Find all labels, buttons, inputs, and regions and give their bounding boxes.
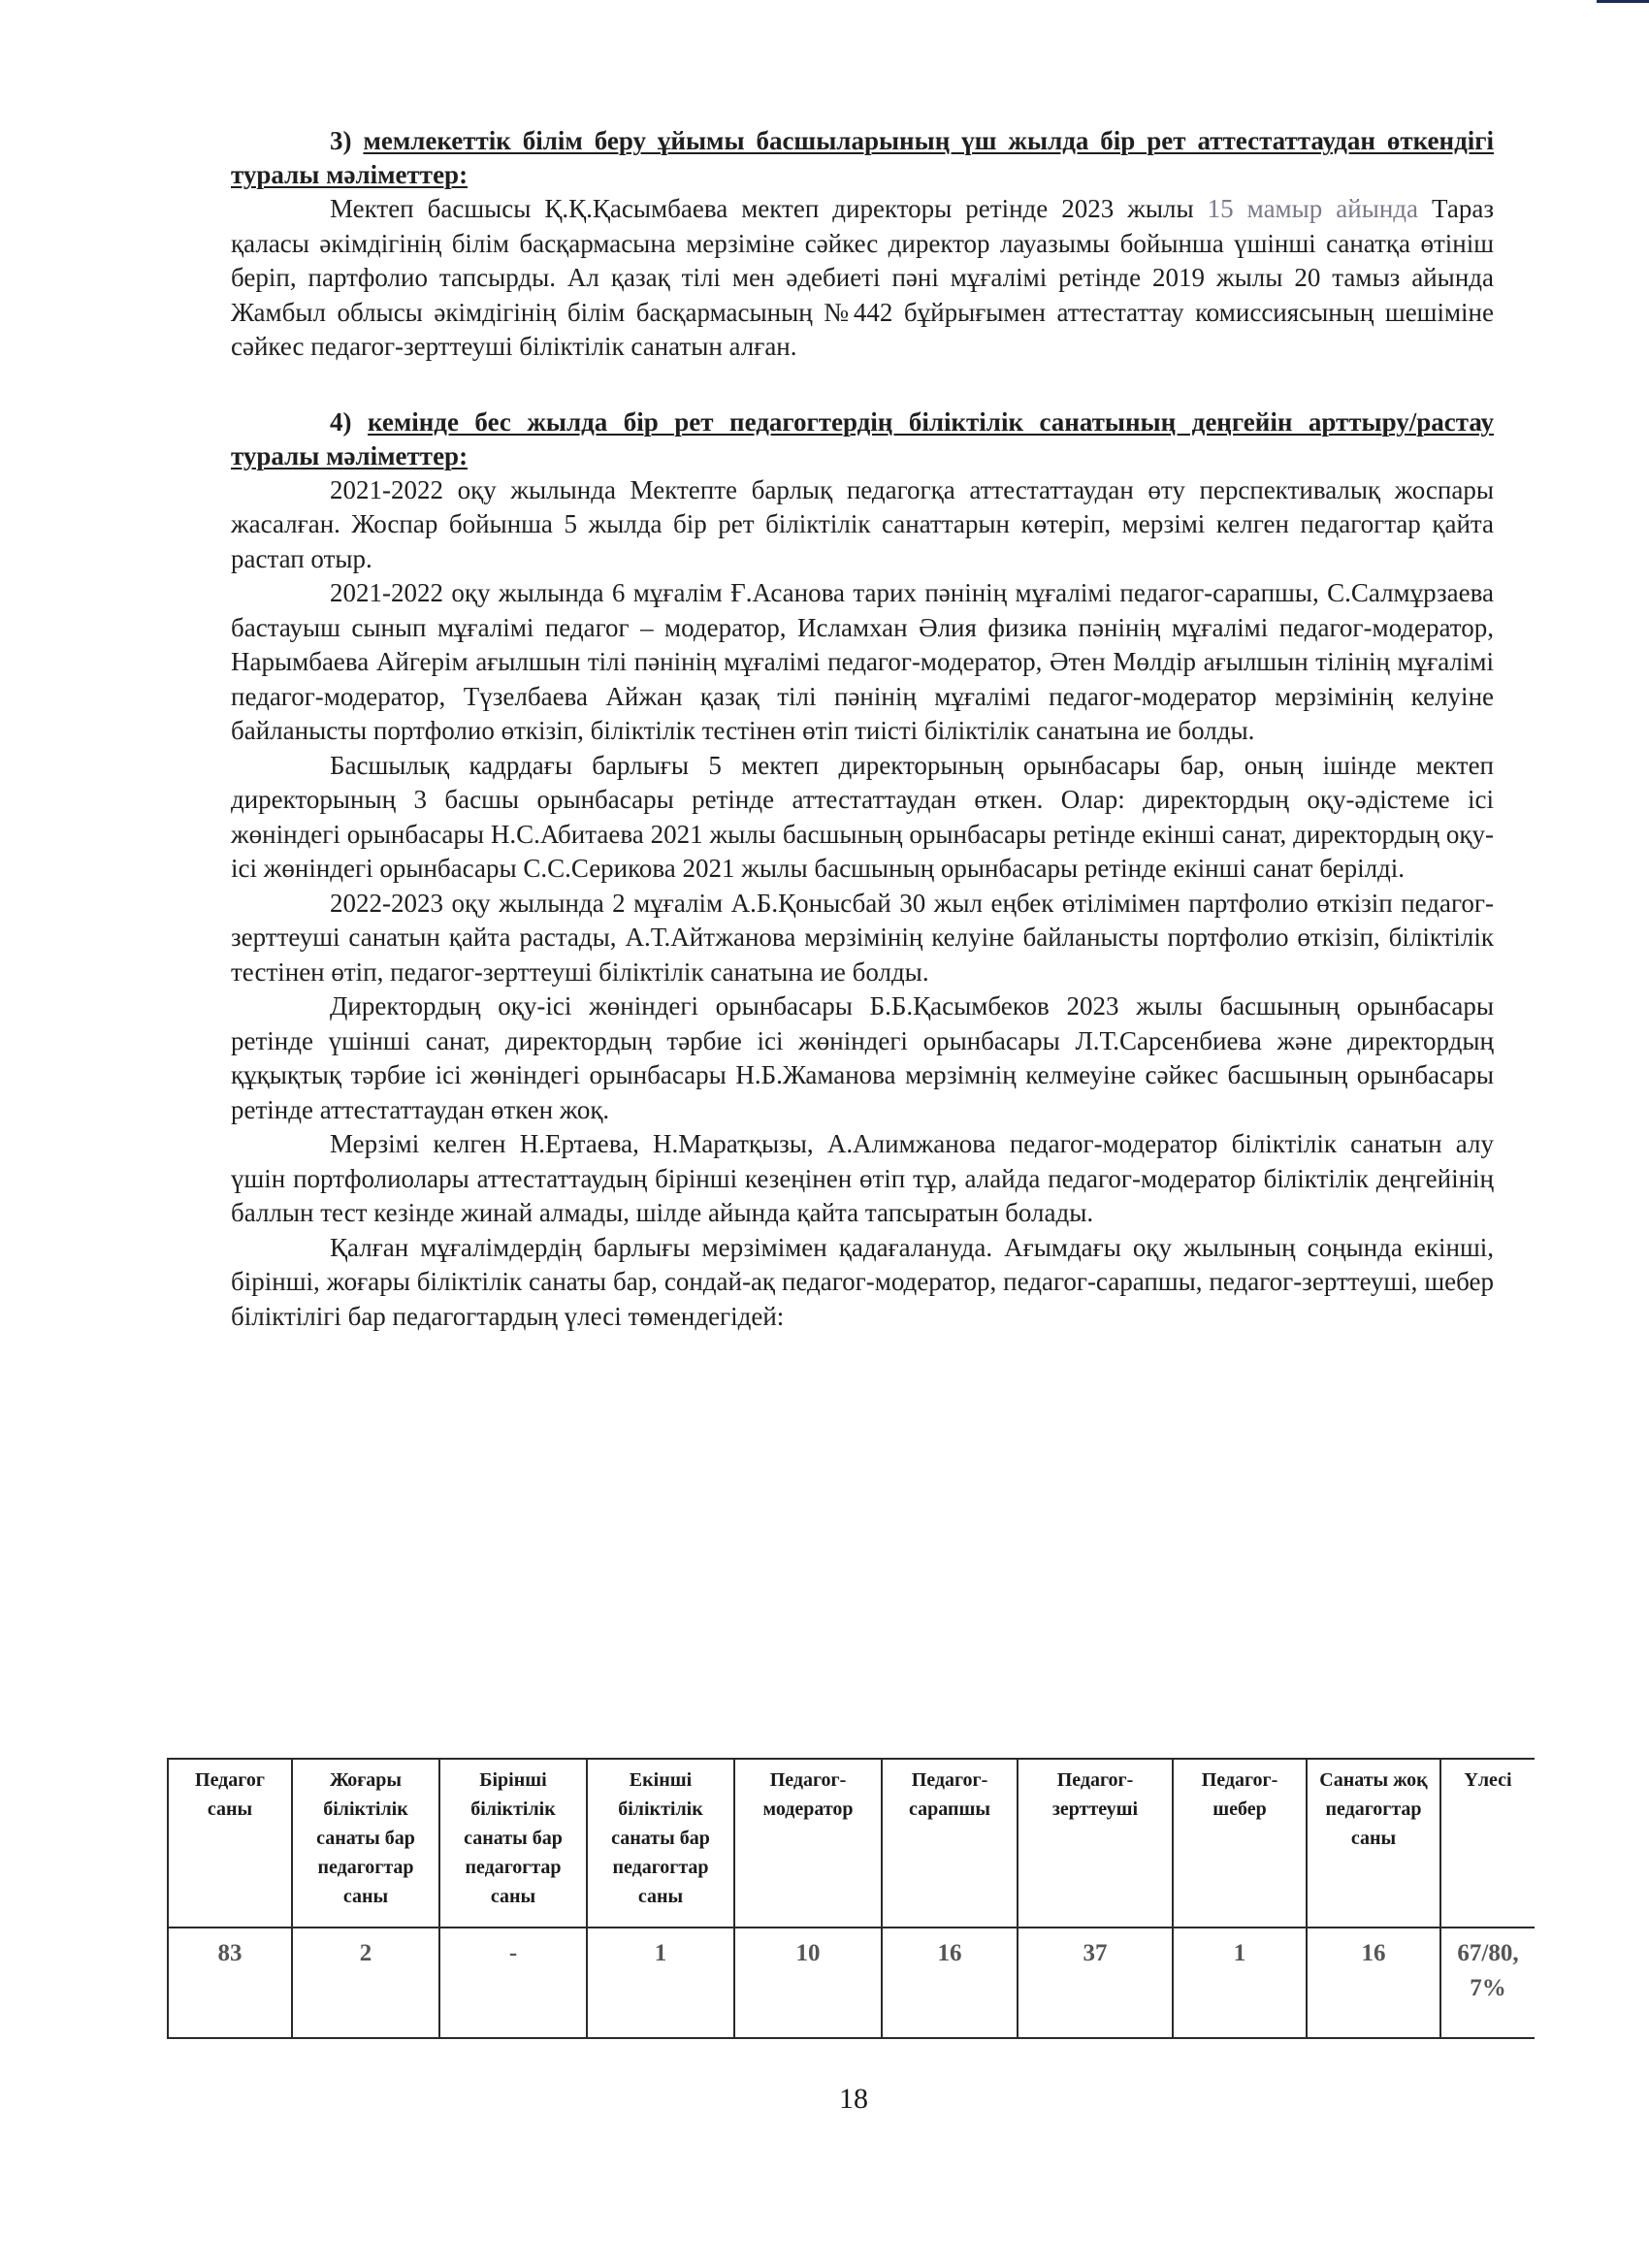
qualification-table bbox=[167, 1758, 1535, 2039]
paragraph-text: Мектеп басшысы Қ.Қ.Қасымбаева мектеп директоры ретінде 2023 жылы bbox=[330, 194, 1208, 223]
header-no-category: Санаты жоқ педагогтар саны bbox=[1307, 1759, 1440, 1928]
header-expert: Педагог-сарапшы bbox=[882, 1759, 1018, 1928]
cell-second-category: 1 bbox=[587, 1928, 734, 2038]
header-researcher: Педагог-зерттеуші bbox=[1018, 1759, 1173, 1928]
cell-master: 1 bbox=[1173, 1928, 1307, 2038]
section-3-heading bbox=[231, 124, 1494, 192]
cell-first-category: - bbox=[439, 1928, 587, 2038]
table-header-row bbox=[168, 1759, 1535, 1928]
header-highest-category: Жоғары біліктілік санаты бар педагогтар саны bbox=[292, 1759, 439, 1928]
scan-edge-artifact bbox=[1597, 0, 1649, 3]
cell-expert: 16 bbox=[882, 1928, 1018, 2038]
section-4-heading bbox=[231, 405, 1494, 473]
header-second-category: Екінші біліктілік санаты бар педагогтар саны bbox=[587, 1759, 734, 1928]
section-4-paragraph-3: Басшылық кадрдағы барлығы 5 мектеп директорының орынбасары бар, оның ішінде мектеп директорының 3 басшы орынбасары ретінде аттестаттаудан өткен. Олар: директордың оқу-әдістеме ісі жөніндегі орынбасары Н.С.Абитаева 2021 жылы басшының орынбасары ретінде екінші санат, директордың оқу-ісі жөніндегі орынбасары С.С.Серикова 2021 жылы басшының орынбасары ретінде екінші санат берілді. bbox=[231, 750, 1494, 883]
section-4-paragraph-1: 2021-2022 оқу жылында Мектепте барлық педагогқа аттестаттаудан өту перспективалық жоспары жасалған. Жоспар бойынша 5 жылда бір рет біліктілік санаттарын көтеріп, мерзімі келген педагогтар қайта растап отыр. bbox=[231, 474, 1494, 573]
page-number: 18 bbox=[839, 2083, 868, 2115]
section-3-paragraph bbox=[231, 192, 1494, 365]
cell-teacher-count: 83 bbox=[168, 1928, 292, 2038]
header-moderator: Педагог-модератор bbox=[734, 1759, 882, 1928]
document-page bbox=[231, 124, 1494, 1334]
section-3-number: 3) bbox=[330, 126, 352, 155]
section-4-paragraph-7: Қалған мұғалімдердің барлығы мерзімімен қадағалануда. Ағымдағы оқу жылының соңында екінші, бірінші, жоғары біліктілік санаты бар, сондай-ақ педагог-модератор, педагог-сарапшы, педагог-зерттеуші, шебер біліктілігі бар педагогтардың үлесі төмендегідей: bbox=[231, 1232, 1494, 1331]
cell-researcher: 37 bbox=[1018, 1928, 1173, 2038]
header-share: Үлесі bbox=[1440, 1759, 1535, 1928]
section-spacer bbox=[231, 365, 1494, 405]
header-first-category: Бірінші біліктілік санаты бар педагогтар саны bbox=[439, 1759, 587, 1928]
section-4-paragraph-5: Директордың оқу-ісі жөніндегі орынбасары Б.Б.Қасымбеков 2023 жылы басшының орынбасары ретінде үшінші санат, директордың тәрбие ісі жөніндегі орынбасары Л.Т.Сарсенбиева және директордың құқықтық тәрбие ісі жөніндегі орынбасары Н.Б.Жаманова мерзімнің келмеуіне сәйкес басшының орынбасары ретінде аттестаттаудан өткен жоқ. bbox=[231, 991, 1494, 1124]
section-4-title: кемінде бес жылда бір рет педагогтердің біліктілік санатының деңгейін арттыру/растау туралы мәліметтер: bbox=[231, 406, 1494, 470]
cell-share: 67/80, 7% bbox=[1440, 1928, 1535, 2038]
cell-moderator: 10 bbox=[734, 1928, 882, 2038]
header-teacher-count: Педагог саны bbox=[168, 1759, 292, 1928]
table-row bbox=[168, 1928, 1535, 2038]
header-master: Педагог-шебер bbox=[1173, 1759, 1307, 1928]
section-4-paragraph-6: Мерзімі келген Н.Ертаева, Н.Маратқызы, А.Алимжанова педагог-модератор біліктілік санатын алу үшін портфолиолары аттестаттаудың бірінші кезеңінен өтіп тұр, алайда педагог-модератор біліктілік деңгейінің баллын тест кезінде жинай алмады, шілде айында қайта тапсыратын болады. bbox=[231, 1129, 1494, 1227]
section-4-paragraph-2: 2021-2022 оқу жылында 6 мұғалім Ғ.Асанова тарих пәнінің мұғалімі педагог-сарапшы, С.Салмұрзаева бастауыш сынып мұғалімі педагог – модератор, Исламхан Әлия физика пәнінің мұғалімі педагог-модератор, Нарымбаева Айгерім ағылшын тілі пәнінің мұғалімі педагог-модератор, Әтен Мөлдір ағылшын тілінің мұғалімі педагог-модератор, Түзелбаева Айжан қазақ тілі пәнінің мұғалімі педагог-модератор мерзімінің келуіне байланысты портфолио өткізіп, біліктілік тестінен өтіп тиісті біліктілік санатына ие болды. bbox=[231, 578, 1494, 745]
section-4-paragraph-4: 2022-2023 оқу жылында 2 мұғалім А.Б.Қонысбай 30 жыл еңбек өтілімімен партфолио өткізіп педагог-зерттеуші санатын қайта растады, А.Т.Айтжанова мерзімінің келуіне байланысты портфолио өткізіп, біліктілік тестінен өтіп, педагог-зерттеуші біліктілік санатына ие болды. bbox=[231, 888, 1494, 987]
section-4-number: 4) bbox=[330, 406, 352, 437]
cell-no-category: 16 bbox=[1307, 1928, 1440, 2038]
cell-highest-category: 2 bbox=[292, 1928, 439, 2038]
section-3-title: мемлекеттік білім беру ұйымы басшыларының үш жылда бір рет аттестаттаудан өткендігі туралы мәліметтер: bbox=[231, 126, 1495, 189]
faded-date-text: 15 мамыр айында bbox=[1207, 194, 1419, 223]
paragraph-text: Тараз қаласы әкімдігінің білім басқармасына мерзіміне сәйкес директор лауазымы бойынша үшінші санатқа өтініш беріп, партфолио тапсырды. Ал қазақ тілі мен әдебиеті пәні мұғалімі ретінде 2019 жылы 20 тамыз айында Жамбыл облысы әкімдігінің білім басқармасының №442 бұйрығымен аттестаттау комиссиясының шешіміне сәйкес педагог-зерттеуші біліктілік санатын алған. bbox=[231, 194, 1495, 361]
